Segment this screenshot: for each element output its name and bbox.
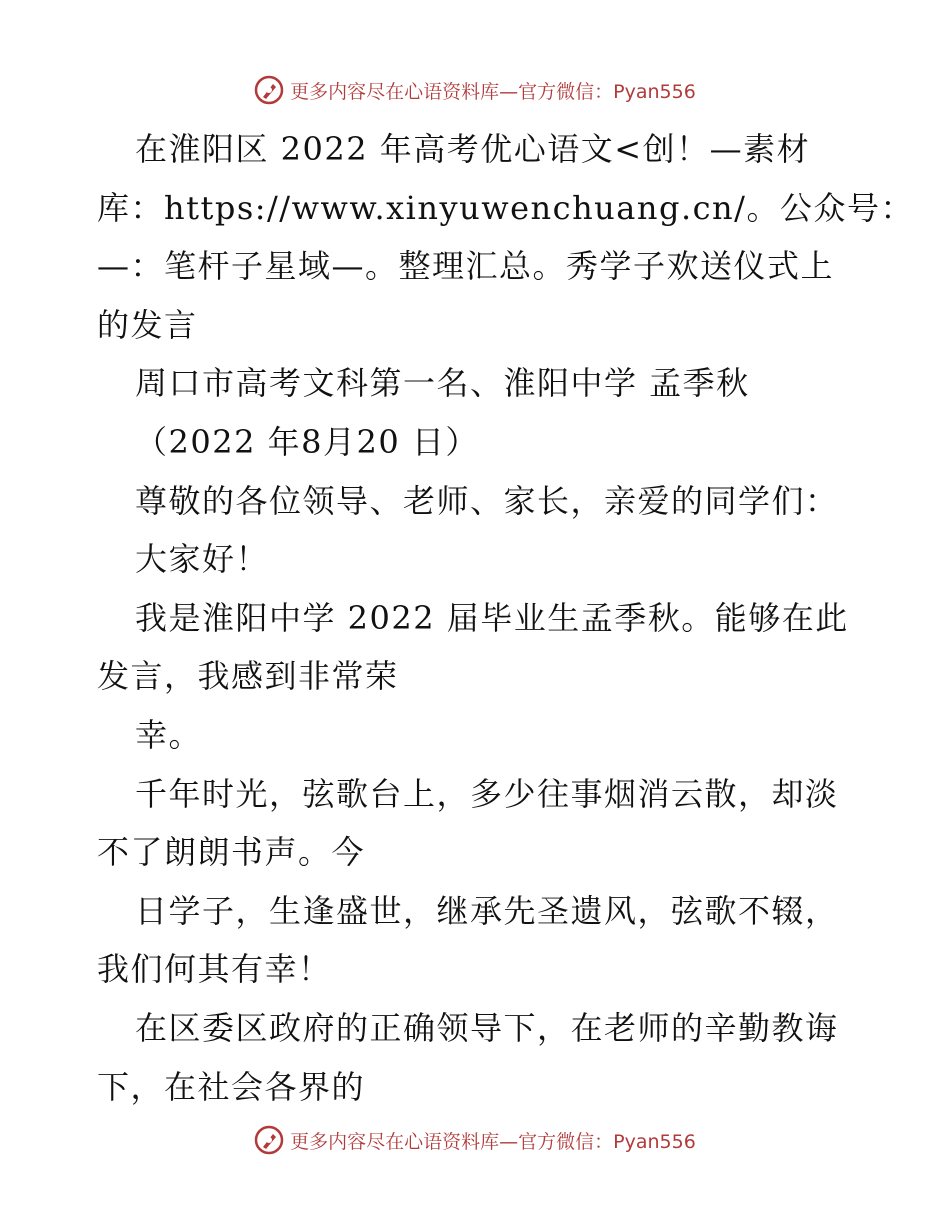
footer-banner-text: 更多内容尽在心语资料库—官方微信：Pyan556	[290, 1130, 696, 1153]
text-line-17: 下，在社会各界的	[97, 1067, 366, 1106]
text-line-5: 周口市高考文科第一名、淮阳中学 孟季秋	[135, 364, 750, 403]
header-banner-text: 更多内容尽在心语资料库—官方微信：Pyan556	[290, 80, 696, 103]
text-line-10: 发言，我感到非常荣	[97, 657, 399, 696]
text-line-13: 不了朗朗书声。今	[97, 833, 366, 872]
text-line-14: 日学子，生逢盛世，继承先圣遗风，弦歌不辍，	[135, 891, 839, 930]
text-line-1: 在淮阳区 2022 年高考优心语文<创！—素材	[135, 130, 811, 168]
text-line-11: 幸。	[135, 715, 203, 754]
text-line-4: 的发言	[97, 305, 198, 344]
text-line-7: 尊敬的各位领导、老师、家长，亲爱的同学们：	[135, 481, 839, 520]
document-body	[97, 120, 914, 1116]
text-line-9: 我是淮阳中学 2022 届毕业生孟季秋。能够在此	[135, 598, 849, 637]
text-line-6: （2022 年8月20 日）	[135, 422, 479, 461]
text-line-3: —：笔杆子星域—。整理汇总。秀学子欢送仪式上	[97, 247, 835, 286]
pen-logo-icon	[254, 75, 284, 105]
text-line-2: 库：https://www.xinyuwenchuang.cn/。公众号：	[97, 188, 914, 227]
text-line-8: 大家好！	[135, 540, 270, 579]
text-line-12: 千年时光，弦歌台上，多少往事烟消云散，却淡	[135, 774, 839, 813]
footer-banner	[0, 1120, 950, 1160]
text-line-16: 在区委区政府的正确领导下，在老师的辛勤教诲	[135, 1008, 839, 1047]
pen-logo-icon	[254, 1125, 284, 1155]
text-line-15: 我们何其有幸！	[97, 950, 332, 989]
header-banner	[0, 70, 950, 110]
